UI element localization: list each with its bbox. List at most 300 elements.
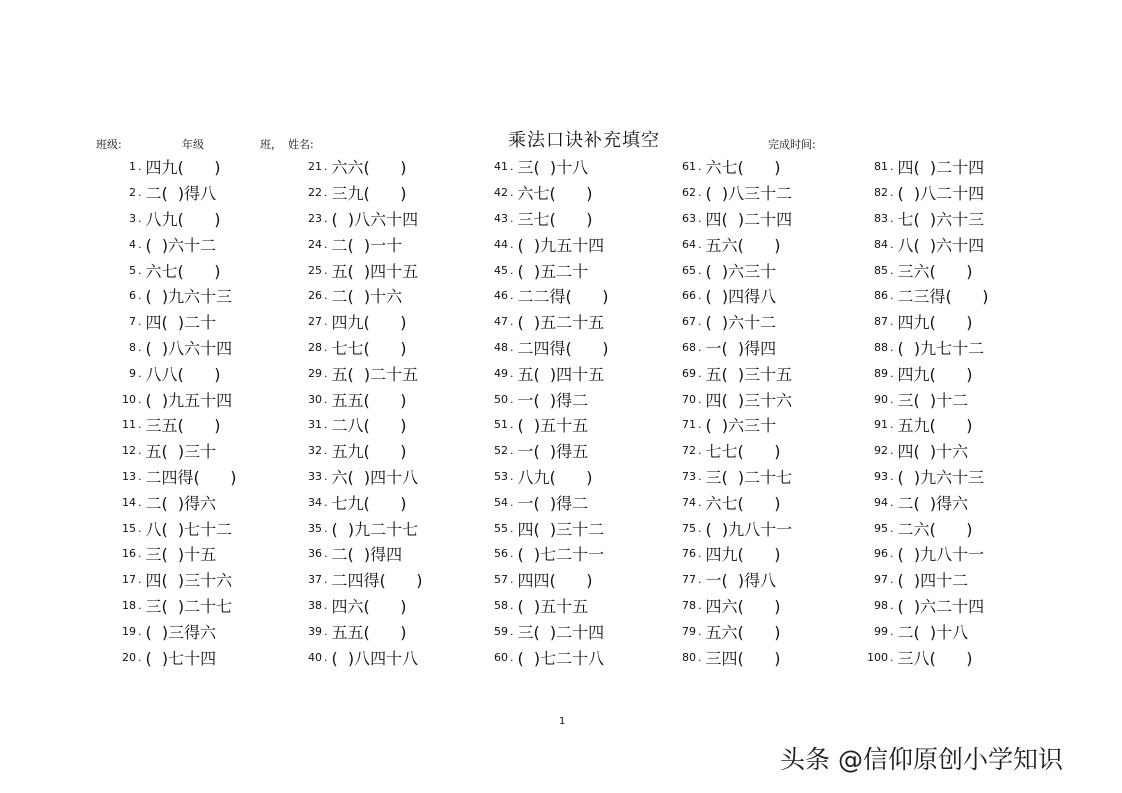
exercise-expression: 二四得( ) <box>145 467 237 487</box>
exercise-expression: 三七( ) <box>517 209 593 229</box>
exercise-number: 74 <box>682 495 696 509</box>
exercise-item <box>468 515 658 541</box>
exercise-item <box>282 464 472 490</box>
number-dot: . <box>138 186 142 200</box>
exercise-number: 1 <box>129 160 136 174</box>
exercise-item <box>96 593 286 619</box>
number-dot: . <box>138 289 142 303</box>
number-dot: . <box>138 495 142 509</box>
exercise-expression: ( )四得八 <box>705 287 777 307</box>
exercise-expression: ( )七二十一 <box>517 545 605 565</box>
exercise-number: 7 <box>129 315 136 329</box>
exercise-expression: 三六( ) <box>897 261 973 281</box>
exercise-number: 86 <box>874 289 888 303</box>
number-dot: . <box>698 495 702 509</box>
exercise-expression: 四九( ) <box>897 364 973 384</box>
exercise-number: 68 <box>682 340 696 354</box>
exercise-expression: 一( )得二 <box>517 390 589 410</box>
exercise-item <box>282 412 472 438</box>
number-dot: . <box>138 624 142 638</box>
number-dot: . <box>890 211 894 225</box>
number-dot: . <box>510 624 514 638</box>
exercise-number: 20 <box>122 650 136 664</box>
number-dot: . <box>324 444 328 458</box>
exercise-number: 50 <box>494 392 508 406</box>
exercise-item <box>282 335 472 361</box>
number-dot: . <box>324 237 328 251</box>
exercise-expression: 六七( ) <box>145 261 221 281</box>
exercise-expression: 二四得( ) <box>331 571 423 591</box>
exercise-item <box>656 567 846 593</box>
exercise-item <box>96 257 286 283</box>
exercise-expression: 二( )得八 <box>145 184 217 204</box>
exercise-item <box>468 283 658 309</box>
exercise-expression: 四九( ) <box>897 313 973 333</box>
exercise-expression: 六七( ) <box>705 493 781 513</box>
exercise-expression: 四( )三十六 <box>145 571 233 591</box>
exercise-number: 4 <box>129 237 136 251</box>
exercise-expression: 二( )得六 <box>897 493 969 513</box>
number-dot: . <box>890 598 894 612</box>
exercise-item <box>468 541 658 567</box>
exercise-expression: 二三得( ) <box>897 287 989 307</box>
exercise-expression: 四( )三十六 <box>705 390 793 410</box>
worksheet-header <box>96 130 1036 154</box>
exercise-item <box>282 438 472 464</box>
exercise-expression: ( )八四十八 <box>331 648 419 668</box>
exercise-number: 51 <box>494 418 508 432</box>
exercise-item <box>656 489 846 515</box>
exercise-item <box>656 231 846 257</box>
exercise-item <box>96 618 286 644</box>
exercise-expression: 五九( ) <box>331 442 407 462</box>
exercise-number: 8 <box>129 340 136 354</box>
number-dot: . <box>324 366 328 380</box>
exercise-number: 35 <box>308 521 322 535</box>
exercise-item <box>468 567 658 593</box>
number-dot: . <box>698 263 702 277</box>
exercise-item <box>96 309 286 335</box>
exercise-expression: 四九( ) <box>331 313 407 333</box>
number-dot: . <box>890 392 894 406</box>
exercise-number: 27 <box>308 315 322 329</box>
exercise-number: 23 <box>308 211 322 225</box>
exercise-expression: 四六( ) <box>331 596 407 616</box>
exercise-item <box>656 257 846 283</box>
exercise-number: 76 <box>682 547 696 561</box>
exercise-item <box>848 283 1038 309</box>
number-dot: . <box>138 237 142 251</box>
exercise-number: 18 <box>122 598 136 612</box>
exercise-item <box>848 180 1038 206</box>
exercise-number: 72 <box>682 444 696 458</box>
number-dot: . <box>138 263 142 277</box>
exercise-expression: 五五( ) <box>331 390 407 410</box>
number-dot: . <box>698 186 702 200</box>
number-dot: . <box>324 624 328 638</box>
exercise-number: 77 <box>682 573 696 587</box>
exercise-expression: 四九( ) <box>705 545 781 565</box>
exercise-column <box>282 154 472 670</box>
exercise-number: 65 <box>682 263 696 277</box>
exercise-expression: 四四( ) <box>517 571 593 591</box>
number-dot: . <box>698 521 702 535</box>
number-dot: . <box>698 160 702 174</box>
exercise-item <box>848 541 1038 567</box>
exercise-number: 31 <box>308 418 322 432</box>
exercise-number: 45 <box>494 263 508 277</box>
exercise-expression: 五( )四十五 <box>331 261 419 281</box>
exercise-number: 13 <box>122 469 136 483</box>
number-dot: . <box>510 521 514 535</box>
exercise-number: 10 <box>122 392 136 406</box>
number-dot: . <box>510 650 514 664</box>
exercise-expression: 七( )六十三 <box>897 209 985 229</box>
exercise-item <box>656 180 846 206</box>
exercise-item <box>848 412 1038 438</box>
exercise-number: 85 <box>874 263 888 277</box>
number-dot: . <box>510 444 514 458</box>
exercise-expression: ( )六二十四 <box>897 596 985 616</box>
exercise-item <box>282 593 472 619</box>
exercise-number: 87 <box>874 315 888 329</box>
page-number: 1 <box>559 716 566 727</box>
exercise-item <box>656 386 846 412</box>
number-dot: . <box>324 418 328 432</box>
exercise-number: 15 <box>122 521 136 535</box>
exercise-item <box>282 154 472 180</box>
exercise-expression: ( )六十二 <box>705 313 777 333</box>
exercise-item <box>468 154 658 180</box>
number-dot: . <box>138 392 142 406</box>
exercise-number: 24 <box>308 237 322 251</box>
number-dot: . <box>890 289 894 303</box>
exercise-expression: ( )五十五 <box>517 416 589 436</box>
exercise-item <box>96 567 286 593</box>
exercise-item <box>656 438 846 464</box>
exercise-item <box>656 464 846 490</box>
exercise-item <box>468 438 658 464</box>
exercise-item <box>282 360 472 386</box>
exercise-item <box>656 335 846 361</box>
exercise-expression: 五六( ) <box>705 235 781 255</box>
number-dot: . <box>510 289 514 303</box>
exercise-number: 44 <box>494 237 508 251</box>
exercise-expression: 五六( ) <box>705 622 781 642</box>
number-dot: . <box>138 469 142 483</box>
exercise-item <box>96 541 286 567</box>
number-dot: . <box>138 366 142 380</box>
exercise-item <box>848 231 1038 257</box>
exercise-item <box>282 386 472 412</box>
exercise-expression: 二( )十八 <box>897 622 969 642</box>
number-dot: . <box>510 186 514 200</box>
exercise-number: 17 <box>122 573 136 587</box>
exercise-grid <box>96 154 1036 674</box>
exercise-expression: 一( )得二 <box>517 493 589 513</box>
exercise-item <box>656 541 846 567</box>
exercise-number: 32 <box>308 444 322 458</box>
exercise-expression: ( )八二十四 <box>897 184 985 204</box>
exercise-item <box>848 489 1038 515</box>
number-dot: . <box>138 315 142 329</box>
number-dot: . <box>698 366 702 380</box>
time-label: 完成时间: <box>768 138 816 151</box>
exercise-item <box>282 283 472 309</box>
number-dot: . <box>890 469 894 483</box>
exercise-number: 98 <box>874 598 888 612</box>
number-dot: . <box>890 495 894 509</box>
exercise-item <box>848 335 1038 361</box>
exercise-expression: 六六( ) <box>331 158 407 178</box>
exercise-number: 14 <box>122 495 136 509</box>
exercise-number: 62 <box>682 186 696 200</box>
exercise-expression: 三八( ) <box>897 648 973 668</box>
exercise-number: 71 <box>682 418 696 432</box>
exercise-number: 99 <box>874 624 888 638</box>
exercise-column <box>656 154 846 670</box>
exercise-number: 37 <box>308 573 322 587</box>
number-dot: . <box>324 315 328 329</box>
exercise-item <box>96 335 286 361</box>
exercise-expression: 一( )得八 <box>705 571 777 591</box>
number-dot: . <box>138 650 142 664</box>
exercise-number: 19 <box>122 624 136 638</box>
exercise-item <box>468 489 658 515</box>
exercise-number: 33 <box>308 469 322 483</box>
exercise-item <box>96 464 286 490</box>
exercise-expression: ( )三得六 <box>145 622 217 642</box>
number-dot: . <box>698 547 702 561</box>
exercise-number: 34 <box>308 495 322 509</box>
exercise-expression: 五( )四十五 <box>517 364 605 384</box>
exercise-item <box>848 567 1038 593</box>
number-dot: . <box>510 366 514 380</box>
exercise-expression: 二八( ) <box>331 416 407 436</box>
exercise-item <box>468 386 658 412</box>
exercise-expression: 六七( ) <box>705 158 781 178</box>
exercise-number: 6 <box>129 289 136 303</box>
exercise-expression: 四( )三十二 <box>517 519 605 539</box>
exercise-item <box>96 386 286 412</box>
exercise-item <box>282 231 472 257</box>
exercise-expression: 三( )十五 <box>145 545 217 565</box>
exercise-expression: 三( )二十七 <box>145 596 233 616</box>
exercise-number: 16 <box>122 547 136 561</box>
exercise-expression: 二六( ) <box>897 519 973 539</box>
number-dot: . <box>890 650 894 664</box>
exercise-number: 43 <box>494 211 508 225</box>
exercise-expression: 二( )得六 <box>145 493 217 513</box>
exercise-number: 39 <box>308 624 322 638</box>
exercise-expression: ( )八三十二 <box>705 184 793 204</box>
number-dot: . <box>510 211 514 225</box>
exercise-number: 25 <box>308 263 322 277</box>
number-dot: . <box>138 598 142 612</box>
exercise-item <box>468 618 658 644</box>
exercise-number: 94 <box>874 495 888 509</box>
number-dot: . <box>510 315 514 329</box>
exercise-number: 64 <box>682 237 696 251</box>
exercise-item <box>656 360 846 386</box>
exercise-expression: 三( )二十四 <box>517 622 605 642</box>
exercise-number: 82 <box>874 186 888 200</box>
exercise-item <box>96 231 286 257</box>
exercise-number: 73 <box>682 469 696 483</box>
exercise-item <box>468 309 658 335</box>
exercise-expression: 一( )得四 <box>705 338 777 358</box>
exercise-item <box>96 180 286 206</box>
number-dot: . <box>890 547 894 561</box>
exercise-expression: ( )五二十 <box>517 261 589 281</box>
number-dot: . <box>890 573 894 587</box>
number-dot: . <box>890 521 894 535</box>
number-dot: . <box>510 392 514 406</box>
exercise-number: 46 <box>494 289 508 303</box>
exercise-number: 96 <box>874 547 888 561</box>
exercise-number: 57 <box>494 573 508 587</box>
exercise-item <box>282 180 472 206</box>
exercise-number: 63 <box>682 211 696 225</box>
number-dot: . <box>890 444 894 458</box>
number-dot: . <box>324 547 328 561</box>
exercise-number: 22 <box>308 186 322 200</box>
exercise-expression: ( )六三十 <box>705 416 777 436</box>
number-dot: . <box>890 418 894 432</box>
exercise-number: 28 <box>308 340 322 354</box>
number-dot: . <box>698 315 702 329</box>
number-dot: . <box>324 469 328 483</box>
exercise-number: 58 <box>494 598 508 612</box>
exercise-number: 100 <box>867 650 888 664</box>
number-dot: . <box>698 598 702 612</box>
exercise-expression: 八八( ) <box>145 364 221 384</box>
exercise-number: 49 <box>494 366 508 380</box>
exercise-expression: ( )九五十四 <box>145 390 233 410</box>
exercise-item <box>848 154 1038 180</box>
exercise-number: 81 <box>874 160 888 174</box>
number-dot: . <box>698 469 702 483</box>
number-dot: . <box>510 237 514 251</box>
number-dot: . <box>698 444 702 458</box>
number-dot: . <box>510 598 514 612</box>
exercise-number: 92 <box>874 444 888 458</box>
number-dot: . <box>138 521 142 535</box>
exercise-item <box>848 309 1038 335</box>
exercise-expression: 六七( ) <box>517 184 593 204</box>
number-dot: . <box>890 186 894 200</box>
exercise-expression: ( )五二十五 <box>517 313 605 333</box>
exercise-item <box>282 309 472 335</box>
exercise-item <box>848 618 1038 644</box>
exercise-number: 59 <box>494 624 508 638</box>
exercise-expression: 二( )得四 <box>331 545 403 565</box>
exercise-number: 52 <box>494 444 508 458</box>
exercise-number: 29 <box>308 366 322 380</box>
name-label: 姓名: <box>288 138 314 151</box>
exercise-expression: ( )五十五 <box>517 596 589 616</box>
exercise-item <box>848 515 1038 541</box>
number-dot: . <box>510 340 514 354</box>
worksheet-title: 乘法口诀补充填空 <box>508 130 660 151</box>
number-dot: . <box>138 160 142 174</box>
exercise-number: 78 <box>682 598 696 612</box>
exercise-expression: 二( )一十 <box>331 235 403 255</box>
number-dot: . <box>510 418 514 432</box>
number-dot: . <box>324 160 328 174</box>
exercise-number: 89 <box>874 366 888 380</box>
exercise-number: 21 <box>308 160 322 174</box>
exercise-number: 56 <box>494 547 508 561</box>
exercise-number: 93 <box>874 469 888 483</box>
number-dot: . <box>324 340 328 354</box>
exercise-item <box>848 438 1038 464</box>
exercise-expression: 七九( ) <box>331 493 407 513</box>
number-dot: . <box>324 186 328 200</box>
number-dot: . <box>890 237 894 251</box>
exercise-item <box>96 412 286 438</box>
exercise-item <box>656 618 846 644</box>
exercise-number: 47 <box>494 315 508 329</box>
exercise-expression: 七七( ) <box>705 442 781 462</box>
exercise-expression: ( )四十二 <box>897 571 969 591</box>
exercise-number: 97 <box>874 573 888 587</box>
number-dot: . <box>510 160 514 174</box>
exercise-expression: ( )九六十三 <box>145 287 233 307</box>
exercise-item <box>656 644 846 670</box>
grade-label: 年级 <box>182 138 204 151</box>
exercise-item <box>468 412 658 438</box>
exercise-item <box>656 206 846 232</box>
number-dot: . <box>698 624 702 638</box>
exercise-number: 79 <box>682 624 696 638</box>
exercise-number: 70 <box>682 392 696 406</box>
exercise-expression: ( )六三十 <box>705 261 777 281</box>
exercise-item <box>468 593 658 619</box>
number-dot: . <box>890 366 894 380</box>
exercise-expression: 五( )二十五 <box>331 364 419 384</box>
exercise-expression: 二( )十六 <box>331 287 403 307</box>
exercise-item <box>848 206 1038 232</box>
number-dot: . <box>890 160 894 174</box>
number-dot: . <box>890 263 894 277</box>
exercise-item <box>96 438 286 464</box>
exercise-item <box>468 180 658 206</box>
watermark: 头条 @信仰原创小学知识 <box>780 745 1063 774</box>
exercise-item <box>656 593 846 619</box>
number-dot: . <box>324 650 328 664</box>
exercise-item <box>282 618 472 644</box>
exercise-expression: 八( )七十二 <box>145 519 233 539</box>
exercise-expression: 六( )四十八 <box>331 467 419 487</box>
exercise-item <box>468 464 658 490</box>
exercise-expression: 三九( ) <box>331 184 407 204</box>
exercise-item <box>468 231 658 257</box>
exercise-number: 61 <box>682 160 696 174</box>
exercise-number: 36 <box>308 547 322 561</box>
exercise-item <box>848 386 1038 412</box>
number-dot: . <box>698 418 702 432</box>
exercise-expression: ( )九七十二 <box>897 338 985 358</box>
exercise-item <box>282 489 472 515</box>
exercise-item <box>96 489 286 515</box>
exercise-number: 41 <box>494 160 508 174</box>
exercise-item <box>656 412 846 438</box>
exercise-item <box>848 593 1038 619</box>
number-dot: . <box>138 418 142 432</box>
exercise-expression: 四( )二十四 <box>705 209 793 229</box>
exercise-item <box>468 644 658 670</box>
